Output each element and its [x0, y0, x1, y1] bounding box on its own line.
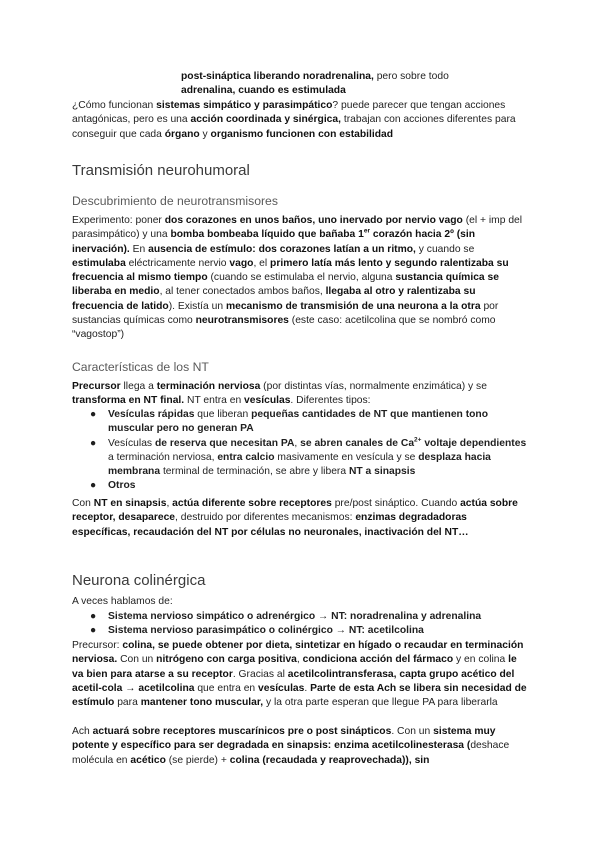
vesicle-types-list [72, 408, 528, 494]
experiment-paragraph: Experimento: poner dos corazones en unos baños, uno inervado por nervio vago (el + imp del parasimpático) y una bomba bombeaba líquido que bañaba 1er corazón hacia 2º (sin inervación). En ausencia de estímulo: dos corazones latían a un ritmo, y cuando se estimulaba eléctricamente nervio vago, el primero latía más lento y segundo ralentizaba su frecuencia al mismo tiempo (cuando se estimulaba el nervio, alguna sustancia química se liberaba en medio, al tener conectados ambos baños, llegaba al otro y ralentizaba su frecuencia de latido). Existía un mecanismo de transmisión de una neurona a la otra por sustancias químicas como neurotransmisores (este caso: acetilcolina que se nombró como “vagostop”) [72, 215, 523, 341]
ach-paragraph: Ach actuará sobre receptores muscarínicos pre o post sinápticos. Con un sistema muy potente y específico para ser degradada en sinapsis: enzima acetilcolinesterasa (deshace molécula en acético (se pierde) + colina (recaudada y reaprovechada)), sin [72, 726, 510, 766]
nervous-system-list [72, 610, 528, 639]
bold-text: post-sináptica liberando noradrenalina, [181, 71, 374, 82]
bullet-icon: ● [90, 480, 97, 492]
list-item: ● Vesículas rápidas que liberan pequeñas cantidades de NT que mantienen tono muscular pero no generan PA [90, 409, 488, 435]
list-item: ● Sistema nervioso parasimpático o colinérgico → NT: acetilcolina [72, 624, 528, 638]
list-item: ● Sistema nervioso simpático o adrenérgico → NT: noradrenalina y adrenalina [72, 610, 528, 624]
subsection-heading: Descubrimiento de neurotransmisores [72, 194, 278, 208]
subsection-heading: Características de los NT [72, 360, 209, 374]
bold-text: adrenalina, cuando es estimulada [181, 85, 346, 97]
continued-paragraph [181, 70, 531, 99]
intro-paragraph: ¿Cómo funcionan sistemas simpático y parasimpático? puede parecer que tengan acciones antagónicas, pero es una acción coordinada y sinérgica, trabajan con acciones diferentes para conseguir que cada órgano y organismo funcionen con estabilidad [72, 100, 516, 140]
bullet-icon: ● [90, 611, 97, 622]
list-item: ● Vesículas de reserva que necesitan PA, se abren canales de $Ca^{2+}$ voltaje dependientes a terminación nerviosa, entra calcio masivamente en vesícula y se desplaza hacia membrana terminal de terminación, se abre y libera NT a sinapsis [90, 436, 527, 478]
list-item: ● Otros [72, 479, 528, 493]
colina-paragraph: Precursor: colina, se puede obtener por dieta, sintetizar en hígado o recaudar en terminación nerviosa. Con un nitrógeno con carga positiva, condiciona acción del fármaco y en colina le va bien para atarse a su receptor. Gracias al acetilcolintransferasa, capta grupo acético del acetil-cola → acetilcolina que entra en vesículas. Parte de esta Ach se libera sin necesidad de estímulo para mantener tono muscular, y la otra parte esperan que llegue PA para liberarla [72, 640, 527, 709]
precursor-paragraph: Precursor llega a terminación nerviosa (por distintas vías, normalmente enzimática) y se transforma en NT final. NT entra en vesículas. Diferentes tipos: [72, 381, 487, 407]
section-heading: Neurona colinérgica [72, 572, 206, 589]
bullet-icon: ● [90, 625, 97, 637]
bullet-icon: ● [90, 437, 97, 449]
intro-line: A veces hablamos de: [72, 596, 173, 607]
receptor-paragraph: Con NT en sinapsis, actúa diferente sobre receptores pre/post sináptico. Cuando actúa sobre receptor, desaparece, destruido por diferentes mecanismos: enzimas degradadoras específicas, recaudación del NT por células no neuronales, inactivación del NT… [72, 498, 518, 538]
section-heading: Transmisión neurohumoral [72, 162, 250, 179]
bullet-icon: ● [90, 409, 97, 420]
text: pero sobre todo [373, 71, 449, 82]
